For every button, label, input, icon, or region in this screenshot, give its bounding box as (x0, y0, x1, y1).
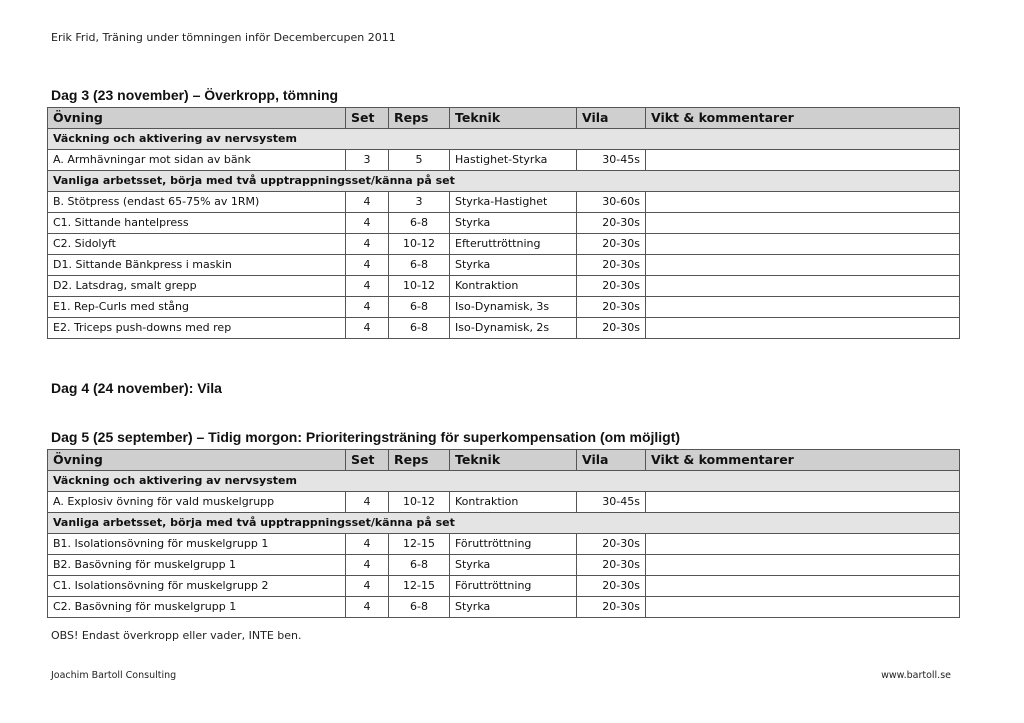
reps-cell: 12-15 (389, 534, 450, 555)
exercise-cell: C2. Sidolyft (48, 234, 346, 255)
weight-comment-cell (646, 576, 960, 597)
exercise-cell: E1. Rep-Curls med stång (48, 297, 346, 318)
col-set: Set (346, 108, 389, 129)
group-row (48, 471, 960, 492)
footer-company: Joachim Bartoll Consulting (51, 670, 177, 681)
table-row (48, 150, 960, 171)
day5-table (47, 449, 960, 618)
col-reps: Reps (389, 108, 450, 129)
exercise-cell: B. Stötpress (endast 65-75% av 1RM) (48, 192, 346, 213)
col-vila: Vila (577, 108, 646, 129)
table-row (48, 234, 960, 255)
set-cell: 4 (346, 318, 389, 339)
group-row (48, 171, 960, 192)
rest-cell: 20-30s (577, 534, 646, 555)
reps-cell: 3 (389, 192, 450, 213)
table-row (48, 255, 960, 276)
reps-cell: 6-8 (389, 297, 450, 318)
exercise-cell: B1. Isolationsövning för muskelgrupp 1 (48, 534, 346, 555)
exercise-cell: A. Armhävningar mot sidan av bänk (48, 150, 346, 171)
rest-cell: 20-30s (577, 276, 646, 297)
rest-cell: 20-30s (577, 318, 646, 339)
exercise-cell: C1. Isolationsövning för muskelgrupp 2 (48, 576, 346, 597)
table-row (48, 297, 960, 318)
table-header-row (48, 450, 960, 471)
set-cell: 4 (346, 555, 389, 576)
col-teknik: Teknik (450, 108, 577, 129)
weight-comment-cell (646, 213, 960, 234)
col-vikt: Vikt & kommentarer (646, 450, 960, 471)
technique-cell: Styrka (450, 555, 577, 576)
exercise-cell: C1. Sittande hantelpress (48, 213, 346, 234)
weight-comment-cell (646, 192, 960, 213)
table-row (48, 213, 960, 234)
reps-cell: 6-8 (389, 318, 450, 339)
table-row (48, 576, 960, 597)
weight-comment-cell (646, 234, 960, 255)
technique-cell: Styrka (450, 213, 577, 234)
weight-comment-cell (646, 297, 960, 318)
set-cell: 4 (346, 255, 389, 276)
group-row (48, 513, 960, 534)
weight-comment-cell (646, 555, 960, 576)
day4-title: Dag 4 (24 november): Vila (51, 380, 222, 396)
technique-cell: Iso-Dynamisk, 3s (450, 297, 577, 318)
rest-cell: 30-45s (577, 492, 646, 513)
footer-url: www.bartoll.se (881, 670, 951, 681)
rest-cell: 30-60s (577, 192, 646, 213)
weight-comment-cell (646, 276, 960, 297)
technique-cell: Iso-Dynamisk, 2s (450, 318, 577, 339)
table-row (48, 534, 960, 555)
set-cell: 4 (346, 192, 389, 213)
technique-cell: Styrka-Hastighet (450, 192, 577, 213)
rest-cell: 20-30s (577, 213, 646, 234)
weight-comment-cell (646, 255, 960, 276)
table-row (48, 597, 960, 618)
set-cell: 4 (346, 276, 389, 297)
set-cell: 4 (346, 492, 389, 513)
group-label: Vanliga arbetsset, börja med två upptrappningsset/känna på set (48, 171, 960, 192)
weight-comment-cell (646, 150, 960, 171)
weight-comment-cell (646, 597, 960, 618)
day3-title: Dag 3 (23 november) – Överkropp, tömning (51, 87, 339, 103)
group-row (48, 129, 960, 150)
exercise-cell: D1. Sittande Bänkpress i maskin (48, 255, 346, 276)
rest-cell: 20-30s (577, 234, 646, 255)
col-vikt: Vikt & kommentarer (646, 108, 960, 129)
reps-cell: 6-8 (389, 597, 450, 618)
reps-cell: 6-8 (389, 213, 450, 234)
col-teknik: Teknik (450, 450, 577, 471)
table-row (48, 276, 960, 297)
col-ovning: Övning (48, 450, 346, 471)
technique-cell: Styrka (450, 597, 577, 618)
technique-cell: Styrka (450, 255, 577, 276)
group-label: Väckning och aktivering av nervsystem (48, 129, 960, 150)
reps-cell: 6-8 (389, 555, 450, 576)
rest-cell: 20-30s (577, 576, 646, 597)
table-row (48, 318, 960, 339)
col-vila: Vila (577, 450, 646, 471)
set-cell: 4 (346, 576, 389, 597)
exercise-cell: E2. Triceps push-downs med rep (48, 318, 346, 339)
rest-cell: 20-30s (577, 255, 646, 276)
technique-cell: Föruttröttning (450, 576, 577, 597)
set-cell: 4 (346, 534, 389, 555)
document-header: Erik Frid, Träning under tömningen inför Decembercupen 2011 (51, 31, 396, 44)
group-label: Vanliga arbetsset, börja med två upptrappningsset/känna på set (48, 513, 960, 534)
technique-cell: Kontraktion (450, 276, 577, 297)
set-cell: 4 (346, 297, 389, 318)
reps-cell: 10-12 (389, 276, 450, 297)
technique-cell: Hastighet-Styrka (450, 150, 577, 171)
technique-cell: Efteruttröttning (450, 234, 577, 255)
rest-cell: 30-45s (577, 150, 646, 171)
rest-cell: 20-30s (577, 597, 646, 618)
col-ovning: Övning (48, 108, 346, 129)
col-reps: Reps (389, 450, 450, 471)
technique-cell: Kontraktion (450, 492, 577, 513)
table-header-row (48, 108, 960, 129)
table-row (48, 192, 960, 213)
weight-comment-cell (646, 318, 960, 339)
set-cell: 4 (346, 213, 389, 234)
exercise-cell: B2. Basövning för muskelgrupp 1 (48, 555, 346, 576)
weight-comment-cell (646, 534, 960, 555)
reps-cell: 10-12 (389, 234, 450, 255)
set-cell: 3 (346, 150, 389, 171)
technique-cell: Föruttröttning (450, 534, 577, 555)
table-row (48, 555, 960, 576)
reps-cell: 12-15 (389, 576, 450, 597)
reps-cell: 5 (389, 150, 450, 171)
rest-cell: 20-30s (577, 555, 646, 576)
weight-comment-cell (646, 492, 960, 513)
col-set: Set (346, 450, 389, 471)
exercise-cell: C2. Basövning för muskelgrupp 1 (48, 597, 346, 618)
group-label: Väckning och aktivering av nervsystem (48, 471, 960, 492)
exercise-cell: A. Explosiv övning för vald muskelgrupp (48, 492, 346, 513)
reps-cell: 10-12 (389, 492, 450, 513)
set-cell: 4 (346, 234, 389, 255)
day5-title: Dag 5 (25 september) – Tidig morgon: Prioriteringsträning för superkompensation (om möjligt) (51, 429, 681, 445)
set-cell: 4 (346, 597, 389, 618)
reps-cell: 6-8 (389, 255, 450, 276)
table-row (48, 492, 960, 513)
note-text: OBS! Endast överkropp eller vader, INTE ben. (51, 629, 302, 642)
rest-cell: 20-30s (577, 297, 646, 318)
exercise-cell: D2. Latsdrag, smalt grepp (48, 276, 346, 297)
day3-table (47, 107, 960, 339)
